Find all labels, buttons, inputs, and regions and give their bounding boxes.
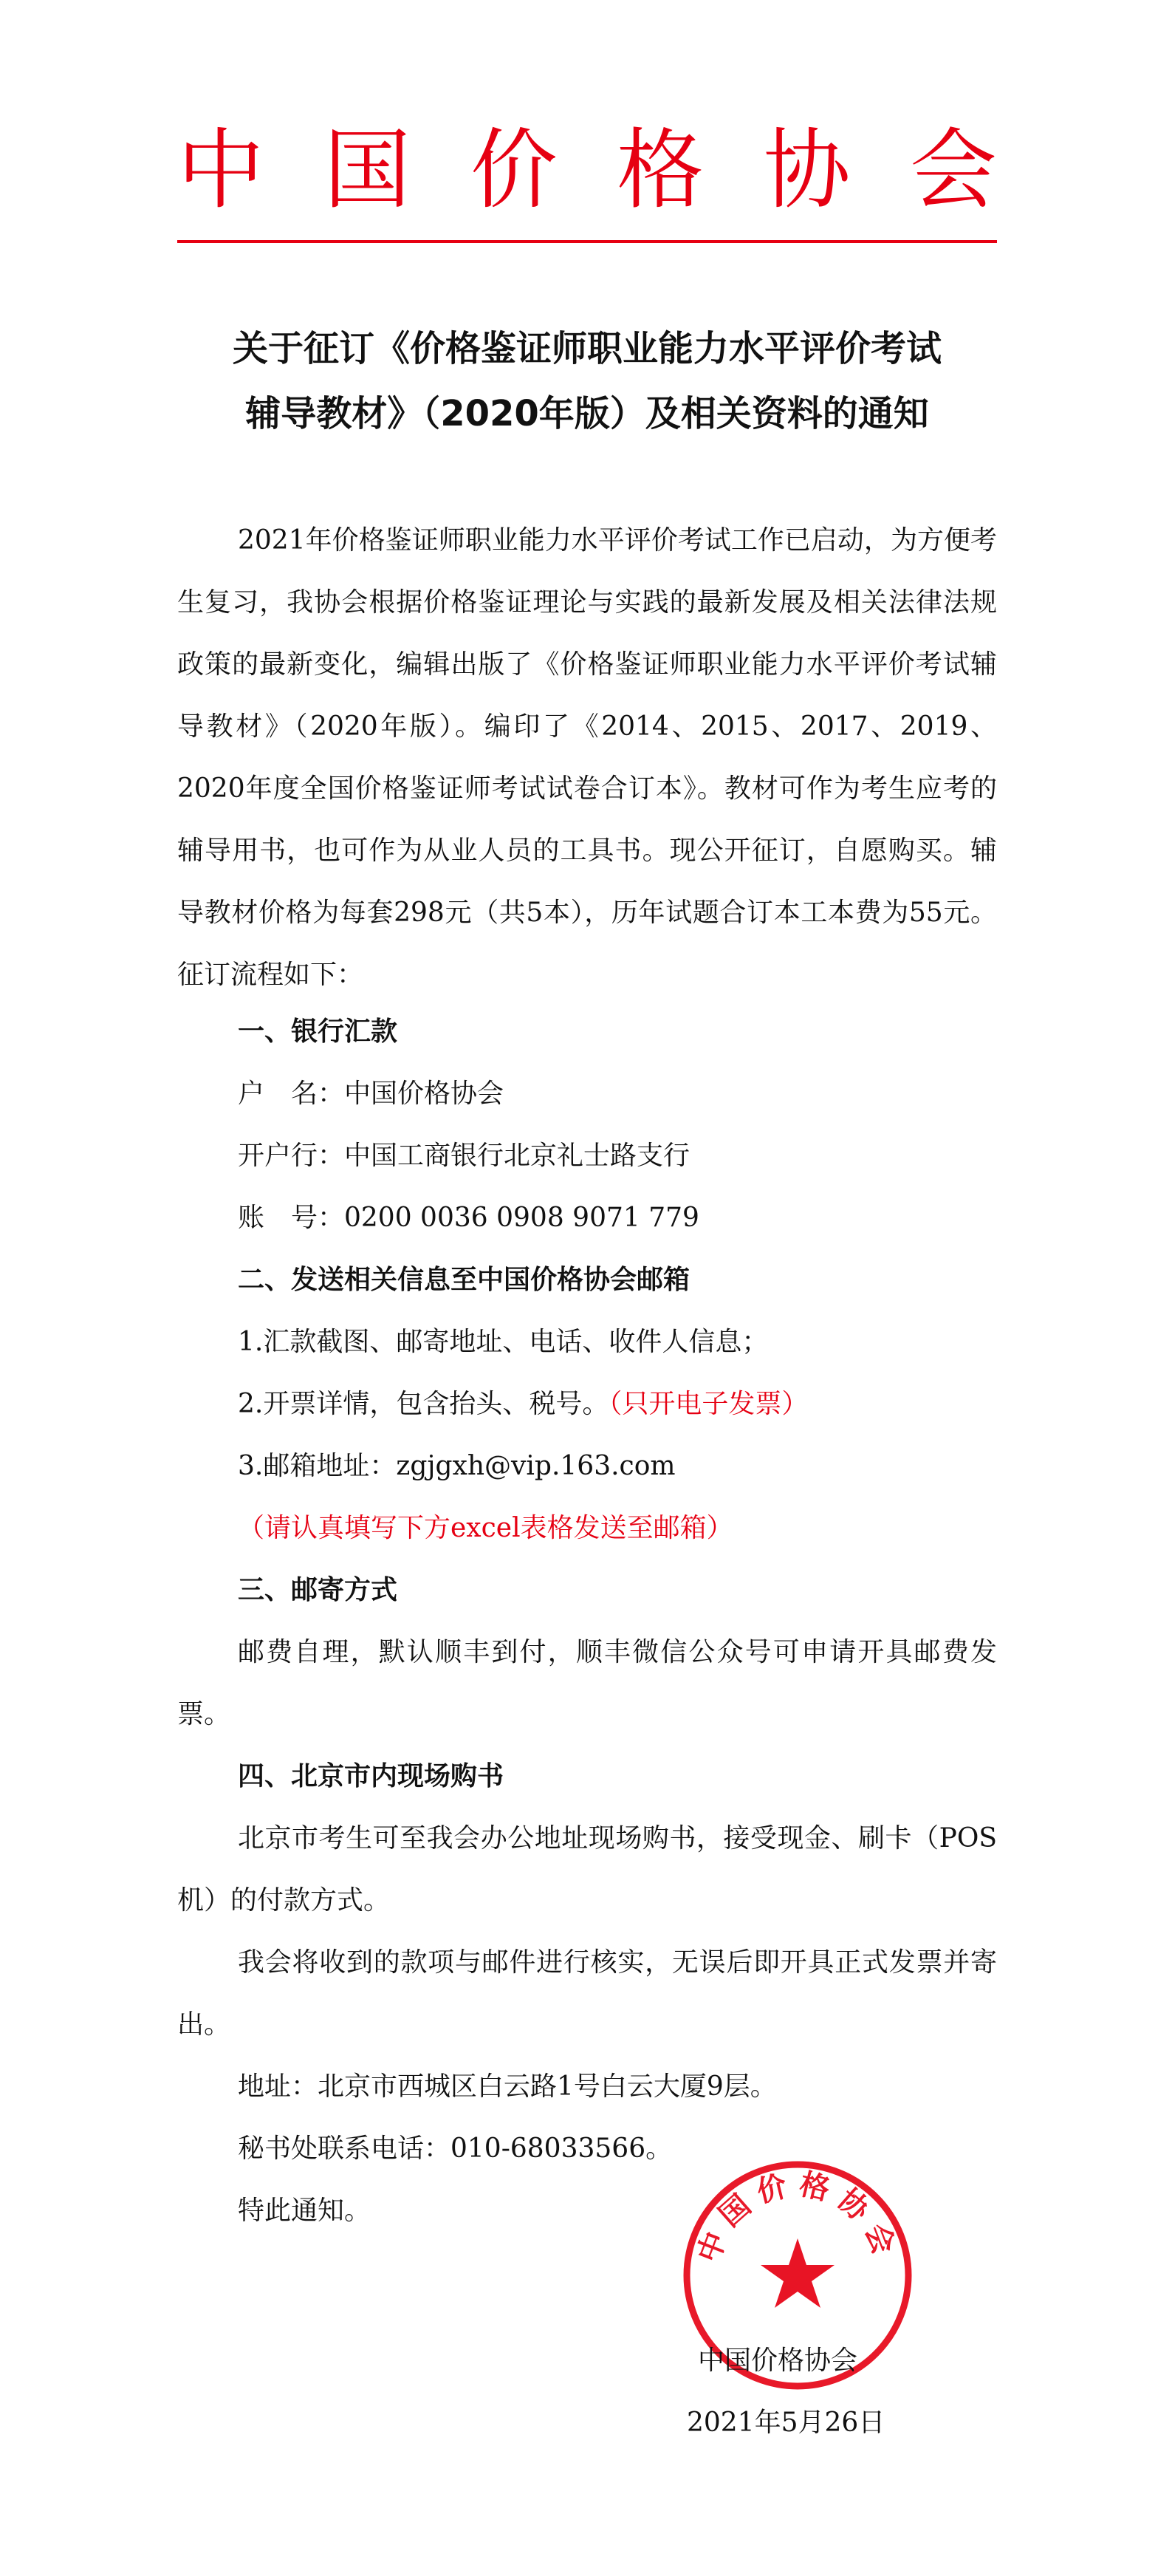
onsite-purchase-text: 北京市考生可至我会办公地址现场购书，接受现金、刷卡（POS机）的付款方式。 [177, 1823, 997, 1916]
letterhead-title [177, 111, 997, 229]
letterhead-char: 国 [323, 119, 411, 221]
letterhead-divider [177, 240, 997, 243]
info-item-3: 3.邮箱地址：zgjgxh@vip.163.com [238, 1451, 676, 1481]
seal-text: 中国价格协会 [691, 2167, 904, 2267]
signature-date: 2021年5月26日 [687, 2408, 885, 2438]
section-4-heading: 四、北京市内现场购书 [238, 1761, 504, 1791]
closing-line: 特此通知。 [238, 2196, 371, 2226]
letterhead-char: 会 [909, 119, 997, 221]
bank-name: 开户行：中国工商银行北京礼士路支行 [238, 1141, 690, 1171]
verification-text: 我会将收到的款项与邮件进行核实，无误后即开具正式发票并寄出。 [177, 1947, 997, 2040]
account-number: 账 号：0200 0036 0908 9071 779 [238, 1203, 699, 1233]
notice-title-line-1: 关于征订《价格鉴证师职业能力水平评价考试 [232, 328, 942, 369]
letterhead-char: 协 [763, 119, 851, 221]
letterhead-char: 价 [470, 119, 558, 221]
section-1-heading: 一、银行汇款 [238, 1017, 398, 1047]
office-address: 地址：北京市西城区白云路1号白云大厦9层。 [238, 2071, 777, 2102]
contact-phone: 秘书处联系电话：010-68033566。 [238, 2133, 673, 2164]
letterhead-char: 中 [177, 119, 265, 221]
section-2-heading: 二、发送相关信息至中国价格协会邮箱 [238, 1265, 690, 1295]
account-name: 户 名：中国价格协会 [238, 1079, 504, 1109]
section-3-heading: 三、邮寄方式 [238, 1575, 398, 1605]
notice-title [148, 316, 1027, 446]
e-invoice-note: （只开电子发票） [609, 1389, 809, 1419]
info-item-2-text: 2.开票详情，包含抬头、税号。 [238, 1389, 609, 1419]
info-item-1: 1.汇款截图、邮寄地址、电话、收件人信息； [238, 1327, 769, 1357]
shipping-text: 邮费自理，默认顺丰到付，顺丰微信公众号可申请开具邮费发票。 [177, 1637, 997, 1729]
intro-paragraph: 2021年价格鉴证师职业能力水平评价考试工作已启动，为方便考生复习，我协会根据价格鉴证理论与实践的最新发展及相关法律法规政策的最新变化，编辑出版了《价格鉴证师职业能力水平评价考试辅导教材》（2020年版）。编印了《2014、2015、2017、2019、2020年度全国价格鉴证师考试试卷合订本》。教材可作为考生应考的辅导用书，也可作为从业人员的工具书。现公开征订，自愿购买。辅导教材价格为每套298元（共5本），历年试题合订本工本费为55元。征订流程如下： [177, 525, 997, 990]
signature-org: 中国价格协会 [698, 2346, 858, 2376]
info-item-2 [177, 1373, 997, 1435]
notice-title-line-2: 辅导教材》（2020年版）及相关资料的通知 [245, 393, 929, 434]
excel-note: （请认真填写下方excel表格发送至邮箱） [238, 1513, 733, 1543]
letterhead-char: 格 [617, 119, 705, 221]
